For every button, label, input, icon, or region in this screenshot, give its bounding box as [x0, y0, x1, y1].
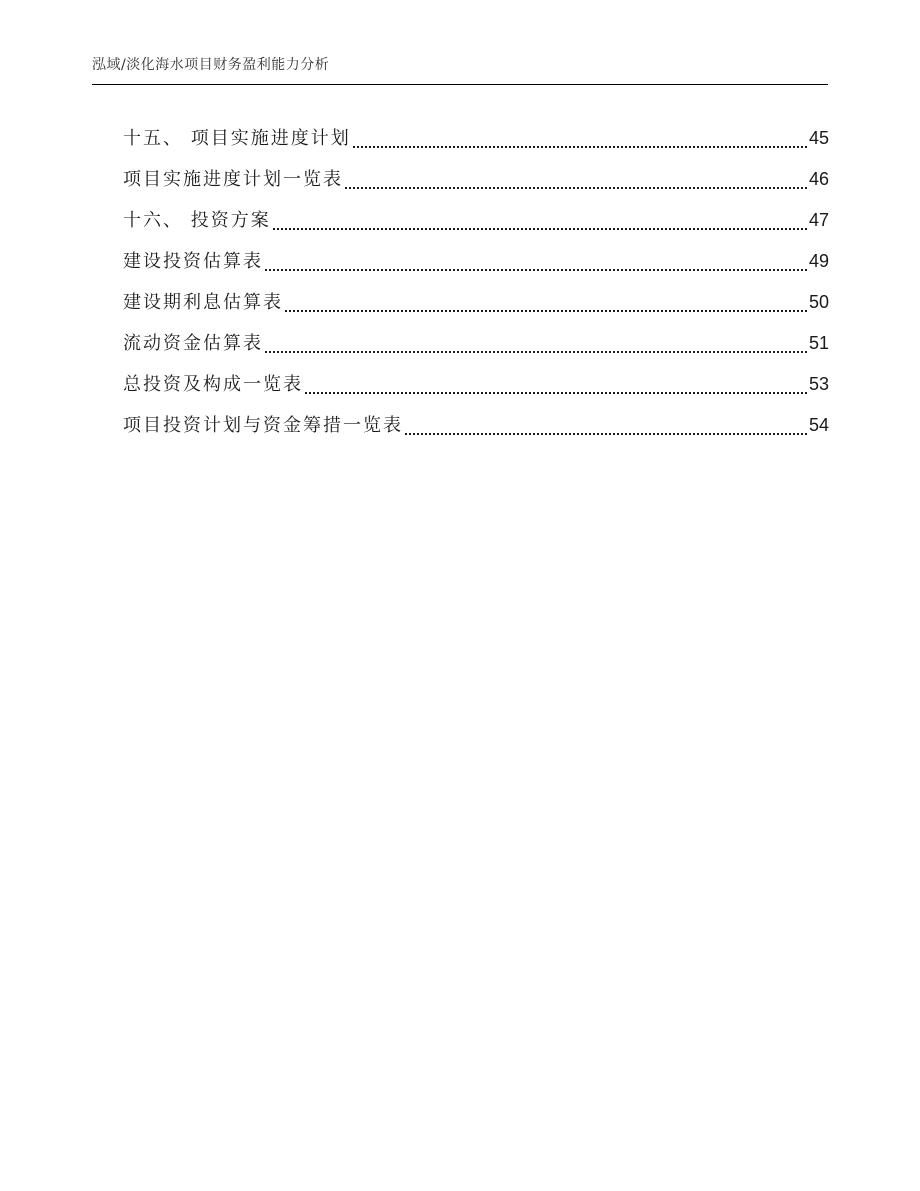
page-header: 泓域/淡化海水项目财务盈利能力分析: [92, 57, 330, 73]
toc-entry-title: 总投资及构成一览表: [123, 374, 303, 395]
toc-entry[interactable]: [123, 323, 829, 364]
toc-dot-leader: [405, 432, 807, 435]
toc-entry-title: 项目投资计划与资金筹措一览表: [123, 415, 403, 436]
toc-page-number: 54: [808, 415, 829, 435]
toc-page-number: 53: [808, 374, 829, 394]
toc-entry-title: 建设期利息估算表: [123, 292, 283, 313]
toc-entry[interactable]: [123, 241, 829, 282]
toc-entry-title: 十五、 项目实施进度计划: [123, 128, 351, 149]
toc-entry[interactable]: [123, 405, 829, 446]
toc-entry[interactable]: [123, 118, 829, 159]
toc-page-number: 49: [808, 251, 829, 271]
toc-page-number: 51: [808, 333, 829, 353]
toc-dot-leader: [305, 391, 807, 394]
toc-entry[interactable]: [123, 159, 829, 200]
toc-entry-title: 项目实施进度计划一览表: [123, 169, 343, 190]
toc-entry-title: 建设投资估算表: [123, 251, 263, 272]
toc-dot-leader: [265, 350, 807, 353]
toc-page-number: 47: [808, 210, 829, 230]
toc-entry[interactable]: [123, 364, 829, 405]
toc-dot-leader: [353, 145, 807, 148]
toc-dot-leader: [265, 268, 807, 271]
toc-page-number: 45: [808, 128, 829, 148]
toc-dot-leader: [285, 309, 807, 312]
toc-page-number: 46: [808, 169, 829, 189]
toc-entry[interactable]: [123, 200, 829, 241]
toc-entry[interactable]: [123, 282, 829, 323]
table-of-contents: [123, 118, 829, 446]
header-rule: [92, 84, 828, 85]
toc-dot-leader: [273, 227, 807, 230]
toc-entry-title: 十六、 投资方案: [123, 210, 271, 231]
toc-entry-title: 流动资金估算表: [123, 333, 263, 354]
toc-page-number: 50: [808, 292, 829, 312]
toc-dot-leader: [345, 186, 807, 189]
